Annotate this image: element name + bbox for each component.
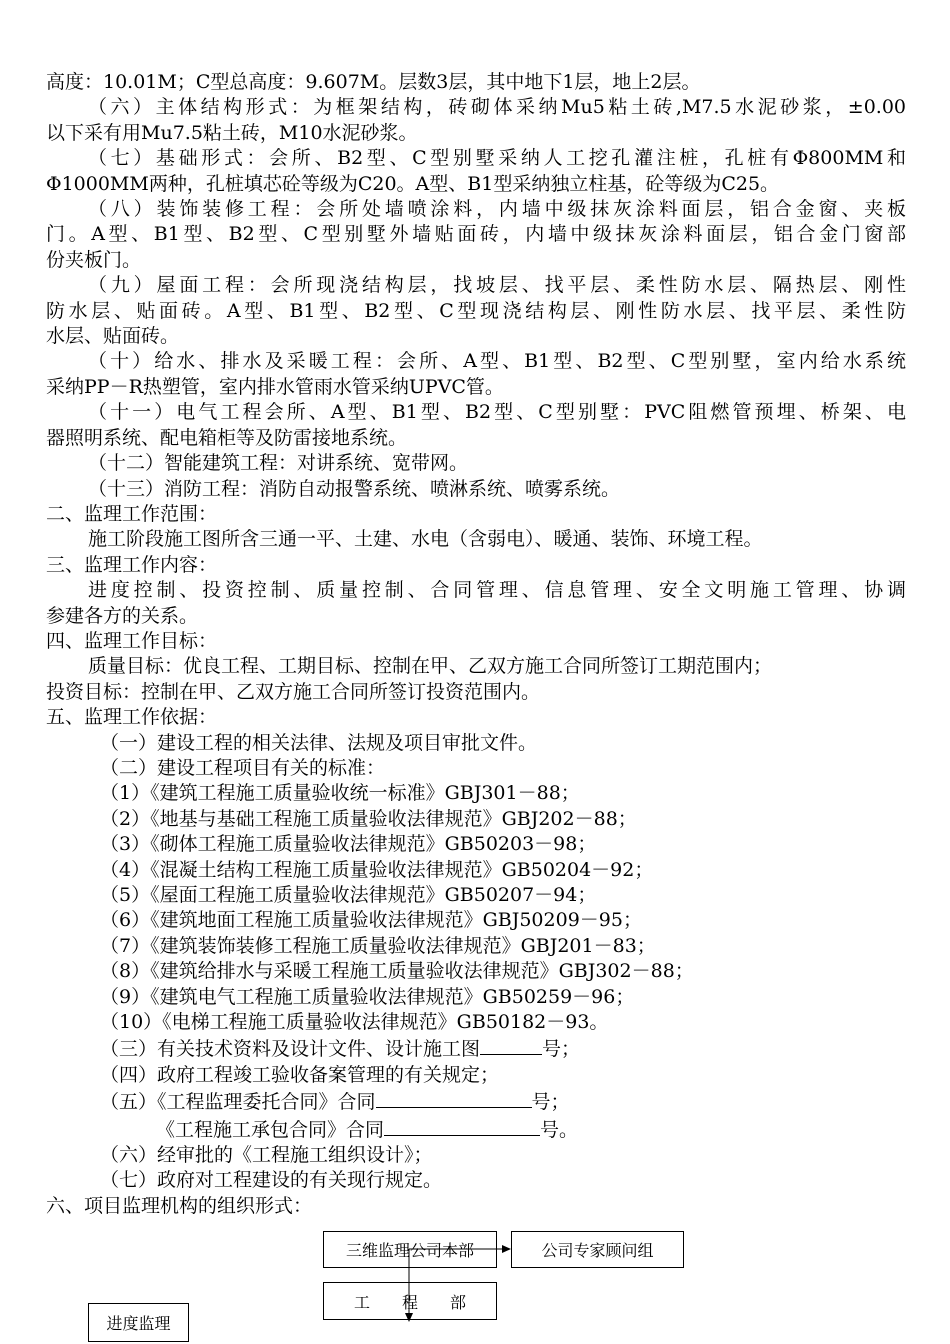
list-item: （一）建设工程的相关法律、法规及项目审批文件。 bbox=[100, 731, 538, 754]
text-line: （七）基础形式：会所、B2型、C型别墅采纳人工挖孔灌注桩，孔桩有Φ800MM和 bbox=[88, 147, 906, 170]
arrow-head bbox=[502, 1245, 511, 1253]
list-item-text: （五）《工程监理委托合同》合同 bbox=[100, 1091, 376, 1114]
section-heading: 五、监理工作依据： bbox=[46, 706, 218, 729]
org-box-company: 三维监理公司本部 bbox=[323, 1231, 497, 1268]
text-line: 以下采有用Mu7.5粘土砖，M10水泥砂浆。 bbox=[46, 121, 418, 144]
list-item: （2）《地基与基础工程施工质量验收法律规范》GBJ202－88； bbox=[100, 807, 637, 830]
list-item: （10）《电梯工程施工质量验收法律规范》GB50182－93。 bbox=[100, 1011, 609, 1034]
text-line: 质量目标：优良工程、工期目标、控制在甲、乙双方施工合同所签订工期范围内； bbox=[88, 655, 773, 678]
text-line: （六）主体结构形式：为框架结构，砖砌体采纳Mu5粘土砖,M7.5水泥砂浆，±0.00 bbox=[88, 96, 906, 119]
list-item: （七）政府对工程建设的有关现行规定。 bbox=[100, 1169, 443, 1192]
org-box-project: 工 程 部 bbox=[323, 1282, 497, 1320]
text-line: 器照明系统、配电箱柜等及防雷接地系统。 bbox=[46, 426, 408, 449]
text-line: 参建各方的关系。 bbox=[46, 604, 199, 627]
list-item: （9）《建筑电气工程施工质量验收法律规范》GB50259－96； bbox=[100, 985, 635, 1008]
text-line: Φ1000MM两种，孔桩填芯砼等级为C20。A型、B1型采纳独立柱基，砼等级为C25。 bbox=[46, 172, 780, 195]
text-line: （十）给水、排水及采暖工程：会所、A型、B1型、B2型、C型别墅，室内给水系统 bbox=[88, 350, 906, 373]
list-item-text: 号。 bbox=[540, 1118, 579, 1141]
text-line: 防水层、贴面砖。A型、B1型、B2型、C型现浇结构层、刚性防水层、找平层、柔性防 bbox=[46, 299, 906, 322]
section-heading: 三、监理工作内容： bbox=[46, 553, 218, 576]
text-line: 采纳PP－R热塑管，室内排水管雨水管采纳UPVC管。 bbox=[46, 375, 504, 398]
list-item: （3）《砌体工程施工质量验收法律规范》GB50203－98； bbox=[100, 833, 597, 856]
list-item: （二）建设工程项目有关的标准： bbox=[100, 756, 386, 779]
text-line: （十二）智能建筑工程：对讲系统、宽带网。 bbox=[88, 452, 469, 475]
text-line: （十一）电气工程会所、A型、B1型、B2型、C型别墅：PVC阻燃管预埋、桥架、电 bbox=[88, 401, 906, 424]
list-item: （8）《建筑给排水与采暖工程施工质量验收法律规范》GBJ302－88； bbox=[100, 960, 694, 983]
list-item: （1）《建筑工程施工质量验收统一标准》GBJ301－88； bbox=[100, 782, 580, 805]
list-item: （4）《混凝土结构工程施工质量验收法律规范》GB50204－92； bbox=[100, 858, 654, 881]
list-item-text: 《工程施工承包合同》合同 bbox=[156, 1118, 385, 1141]
text-line: （八）装饰装修工程：会所处墙喷涂料，内墙中级抹灰涂料面层，铝合金窗、夹板 bbox=[88, 198, 906, 221]
text-line: 门。A型、B1型、B2型、C型别墅外墙贴面砖，内墙中级抹灰涂料面层，铝合金门窗部 bbox=[46, 223, 906, 246]
list-item: （四）政府工程竣工验收备案管理的有关规定； bbox=[100, 1063, 500, 1086]
text-line: （九）屋面工程：会所现浇结构层，找坡层、找平层、柔性防水层、隔热层、刚性 bbox=[88, 274, 906, 297]
text-line: 施工阶段施工图所含三通一平、土建、水电（含弱电）、暖通、装饰、环境工程。 bbox=[88, 528, 763, 551]
org-box-experts: 公司专家顾问组 bbox=[511, 1231, 684, 1268]
text-line: 水层、贴面砖。 bbox=[46, 325, 180, 348]
text-line: 投资目标：控制在甲、乙双方施工合同所签订投资范围内。 bbox=[46, 680, 541, 703]
arrow-head bbox=[405, 1313, 413, 1322]
list-item-text: 号； bbox=[542, 1038, 581, 1061]
text-line: 进度控制、投资控制、质量控制、合同管理、信息管理、安全文明施工管理、协调 bbox=[88, 579, 906, 602]
list-item-text: 号； bbox=[531, 1091, 570, 1114]
list-item-text: （三）有关技术资料及设计文件、设计施工图 bbox=[100, 1038, 481, 1061]
list-item: （六）经审批的《工程施工组织设计》； bbox=[100, 1144, 433, 1167]
section-heading: 二、监理工作范围： bbox=[46, 502, 218, 525]
text-line: （十三）消防工程：消防自动报警系统、喷淋系统、喷雾系统。 bbox=[88, 477, 621, 500]
text-line: 高度：10.01M；C型总高度：9.607M。层数3层，其中地下1层，地上2层。 bbox=[46, 71, 701, 93]
list-item: （5）《屋面工程施工质量验收法律规范》GB50207－94； bbox=[100, 884, 597, 906]
section-heading: 四、监理工作目标： bbox=[46, 629, 218, 652]
section-heading: 六、项目监理机构的组织形式： bbox=[46, 1194, 313, 1217]
list-item: （7）《建筑装饰装修工程施工质量验收法律规范》GBJ201－83； bbox=[100, 934, 656, 957]
org-box-progress: 进度监理 bbox=[88, 1303, 189, 1342]
text-line: 份夹板门。 bbox=[46, 248, 142, 271]
list-item: （6）《建筑地面工程施工质量验收法律规范》GBJ50209－95； bbox=[100, 909, 642, 932]
